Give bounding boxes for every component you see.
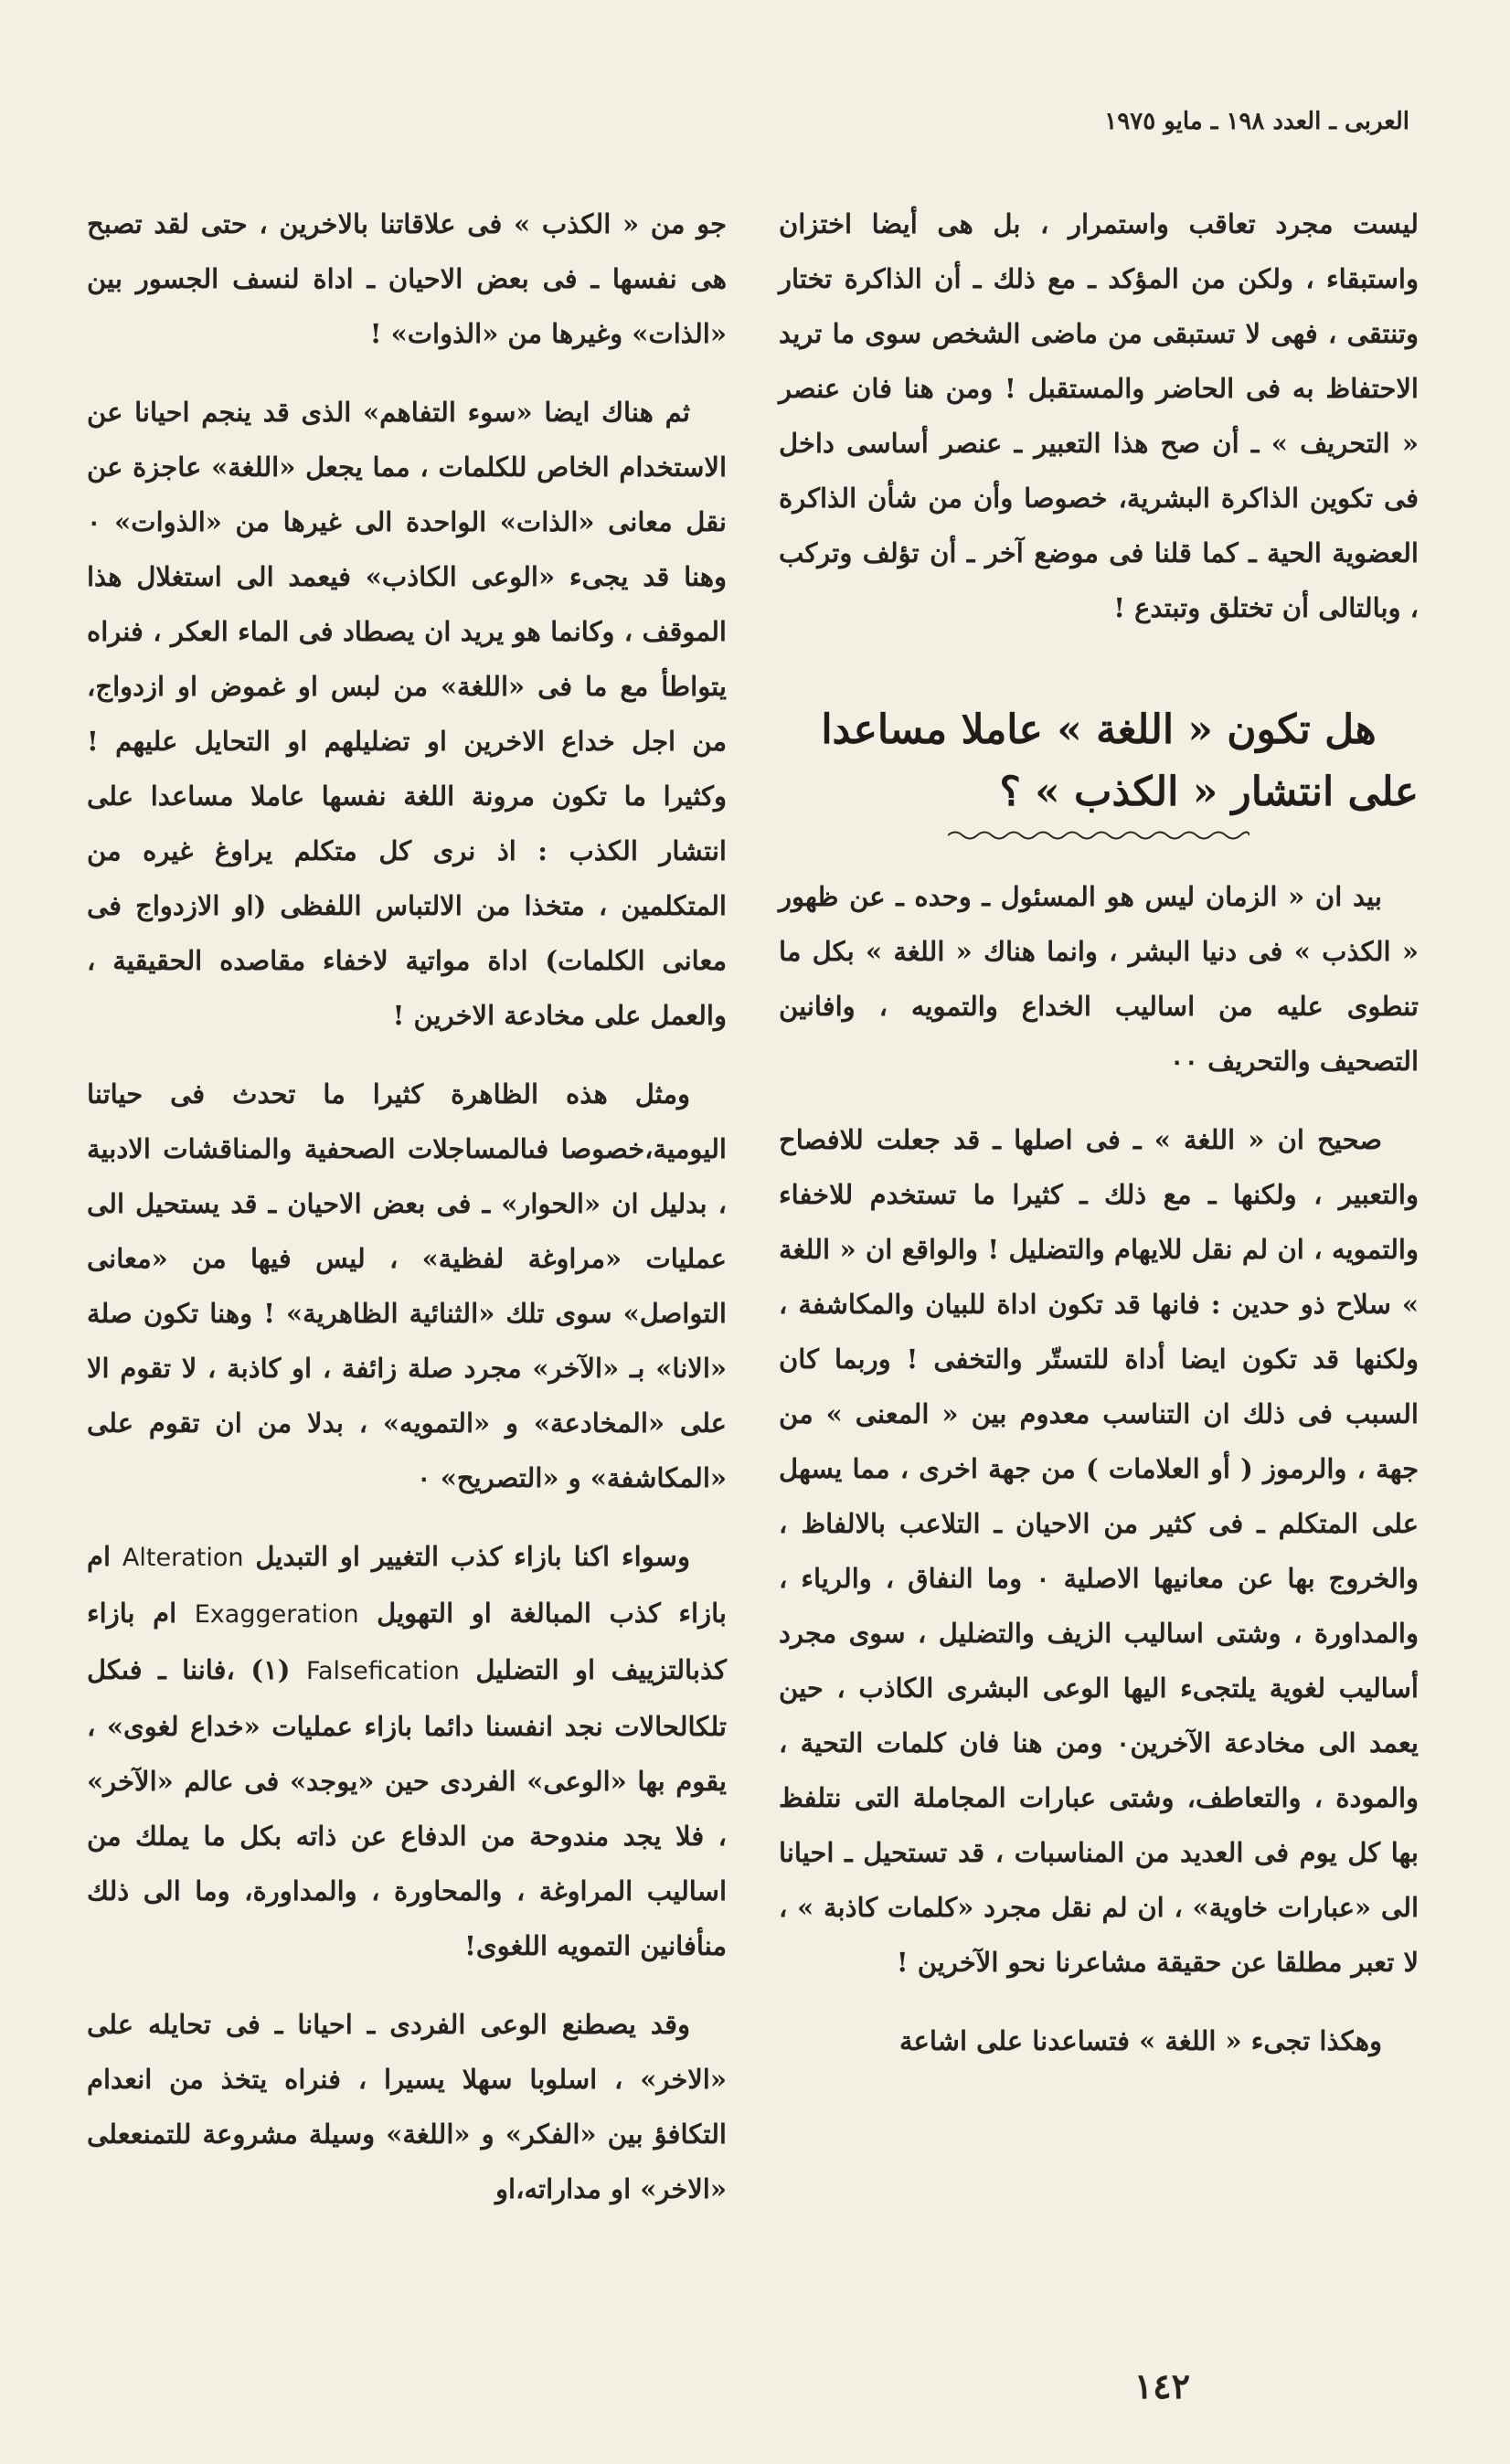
- right-column: [779, 196, 1419, 2092]
- paragraph: جو من « الكذب » فى علاقاتنا بالاخرين ، حتى لقد تصبح هى نفسها ـ فى بعض الاحيان ـ اداة لنسف الجسور بين «الذات» وغيرها من «الذوات» !: [87, 208, 727, 349]
- paragraph: وهكذا تجىء « اللغة » فتساعدنا على اشاعة: [899, 2025, 1382, 2056]
- left-column: [87, 196, 727, 2240]
- paragraph: [87, 1529, 727, 1973]
- paragraph: ومثل هذه الظاهرة كثيرا ما تحدث فى حياتنا اليومية،خصوصا فىالمساجلات الصحفية والمناقشات الادبية ، بدليل ان «الحوار» ـ فى بعض الاحيان ـ قد يستحيل الى عمليات «مراوغة لفظية» ، ليس فيها من «معانى التواصل» سوى تلك «الثنائية الظاهرية» ! وهنا تكون صلة «الانا» بـ «الآخر» مجرد صلة زائفة ، او كاذبة ، لا تقوم الا على «المخادعة» و «التمويه» ، بدلا من ان تقوم على «المكاشفة» و «التصريح» ٠: [87, 1078, 727, 1493]
- latin-term: Exaggeration: [194, 1600, 359, 1629]
- latin-term: Alteration: [122, 1544, 244, 1572]
- text-run: (١) ،فاننا ـ فىكل تلكالحالات نجد انفسنا دائما بازاء عمليات «خداع لغوى» ، يقوم بها «الوعى» الفردى حين «يوجد» فى عالم «الآخر» ، فلا يجد مندوحة من الدفاع عن ذاته بكل ما يملك من اساليب المراوغة ، والمحاورة ، والمداورة، وما الى ذلك منأفانين التمويه اللغوى!: [87, 1654, 727, 1961]
- text-run: ام بازاء كذبالتزييف او التضليل: [87, 1598, 727, 1685]
- text-run: ام بازاء كذب المبالغة او التهويل: [87, 1541, 727, 1629]
- page-number: ١٤٢: [1133, 2365, 1190, 2406]
- section-heading: هل تكون « اللغة » عاملا مساعدا على انتشار « الكذب » ؟: [821, 706, 1419, 815]
- text-run: وسواء اكنا بازاء كذب التغيير او التبديل: [255, 1541, 690, 1572]
- latin-term: Falsefication: [305, 1657, 460, 1685]
- paragraph: ليست مجرد تعاقب واستمرار ، بل هى أيضا اختزان واستبقاء ، ولكن من المؤكد ـ مع ذلك ـ أن الذاكرة تختار وتنتقى ، فهى لا تستبقى من ماضى الشخص سوى ما تريد الاحتفاظ به فى الحاضر والمستقبل ! ومن هنا فان عنصر « التحريف » ـ أن صح هذا التعبير ـ عنصر أساسى داخل فى تكوين الذاكرة البشرية، خصوصا وأن من شأن الذاكرة العضوية الحية ـ كما قلنا فى موضع آخر ـ أن تؤلف وتركب ، وبالتالى أن تختلق وتبتدع !: [779, 208, 1419, 623]
- wavy-rule-ornament: [948, 829, 1249, 842]
- running-header: العربى ـ العدد ١٩٨ ـ مايو ١٩٧٥: [1104, 108, 1409, 135]
- paragraph: صحيح ان « اللغة » ـ فى اصلها ـ قد جعلت للافصاح والتعبير ، ولكنها ـ مع ذلك ـ كثيرا ما تستخدم للاخفاء والتمويه ، ان لم نقل للايهام والتضليل ! والواقع ان « اللغة » سلاح ذو حدين : فانها قد تكون اداة للبيان والمكاشفة ، ولكنها قد تكون ايضا أداة للتستّر والتخفى ! وربما كان السبب فى ذلك ان التناسب معدوم بين « المعنى » من جهة ، والرموز ( أو العلامات ) من جهة اخرى ، مما يسهل على المتكلم ـ فى كثير من الاحيان ـ التلاعب بالالفاظ ، والخروج بها عن معانيها الاصلية ٠ وما النفاق ، والرياء ، والمداورة ، وشتى اساليب الزيف والتضليل ، سوى مجرد أساليب لغوية يلتجىء اليها الوعى البشرى الكاذب ، حين يعمد الى مخادعة الآخرين٠ ومن هنا فان كلمات التحية ، والمودة ، والتعاطف، وشتى عبارات المجاملة التى نتلفظ بها كل يوم فى العديد من المناسبات ، قد تستحيل ـ احيانا الى «عبارات خاوية» ، ان لم نقل مجرد «كلمات كاذبة » ، لا تعبر مطلقا عن حقيقة مشاعرنا نحو الآخرين !: [779, 1124, 1420, 1978]
- paragraph: وقد يصطنع الوعى الفردى ـ احيانا ـ فى تحايله على «الاخر» ، اسلوبا سهلا يسيرا ، فنراه يتخذ من انعدام التكافؤ بين «الفكر» و «اللغة» وسيلة مشروعة للتمنععلى «الاخر» او مداراته،او: [87, 2009, 727, 2204]
- paragraph: ثم هناك ايضا «سوء التفاهم» الذى قد ينجم احيانا عن الاستخدام الخاص للكلمات ، مما يجعل «اللغة» عاجزة عن نقل معانى «الذات» الواحدة الى غيرها من «الذوات» ٠ وهنا قد يجىء «الوعى الكاذب» فيعمد الى استغلال هذا الموقف ، وكانما هو يريد ان يصطاد فى الماء العكر ، فنراه يتواطأ مع ما فى «اللغة» من لبس او غموض او ازدواج، من اجل خداع الاخرين او تضليلهم او التحايل عليهم ! وكثيرا ما تكون مرونة اللغة نفسها عاملا مساعدا على انتشار الكذب : اذ نرى كل متكلم يراوغ غيره من المتكلمين ، متخذا من الالتباس اللفظى (او الازدواج فى معانى الكلمات) اداة مواتية لاخفاء مقاصده الحقيقية ، والعمل على مخادعة الاخرين !: [87, 397, 727, 1031]
- paragraph: بيد ان « الزمان ليس هو المسئول ـ وحده ـ عن ظهور « الكذب » فى دنيا البشر ، وانما هناك « اللغة » بكل ما تنطوى عليه من اساليب الخداع والتمويه ، وافانين التصحيف والتحريف ٠٠: [779, 881, 1419, 1077]
